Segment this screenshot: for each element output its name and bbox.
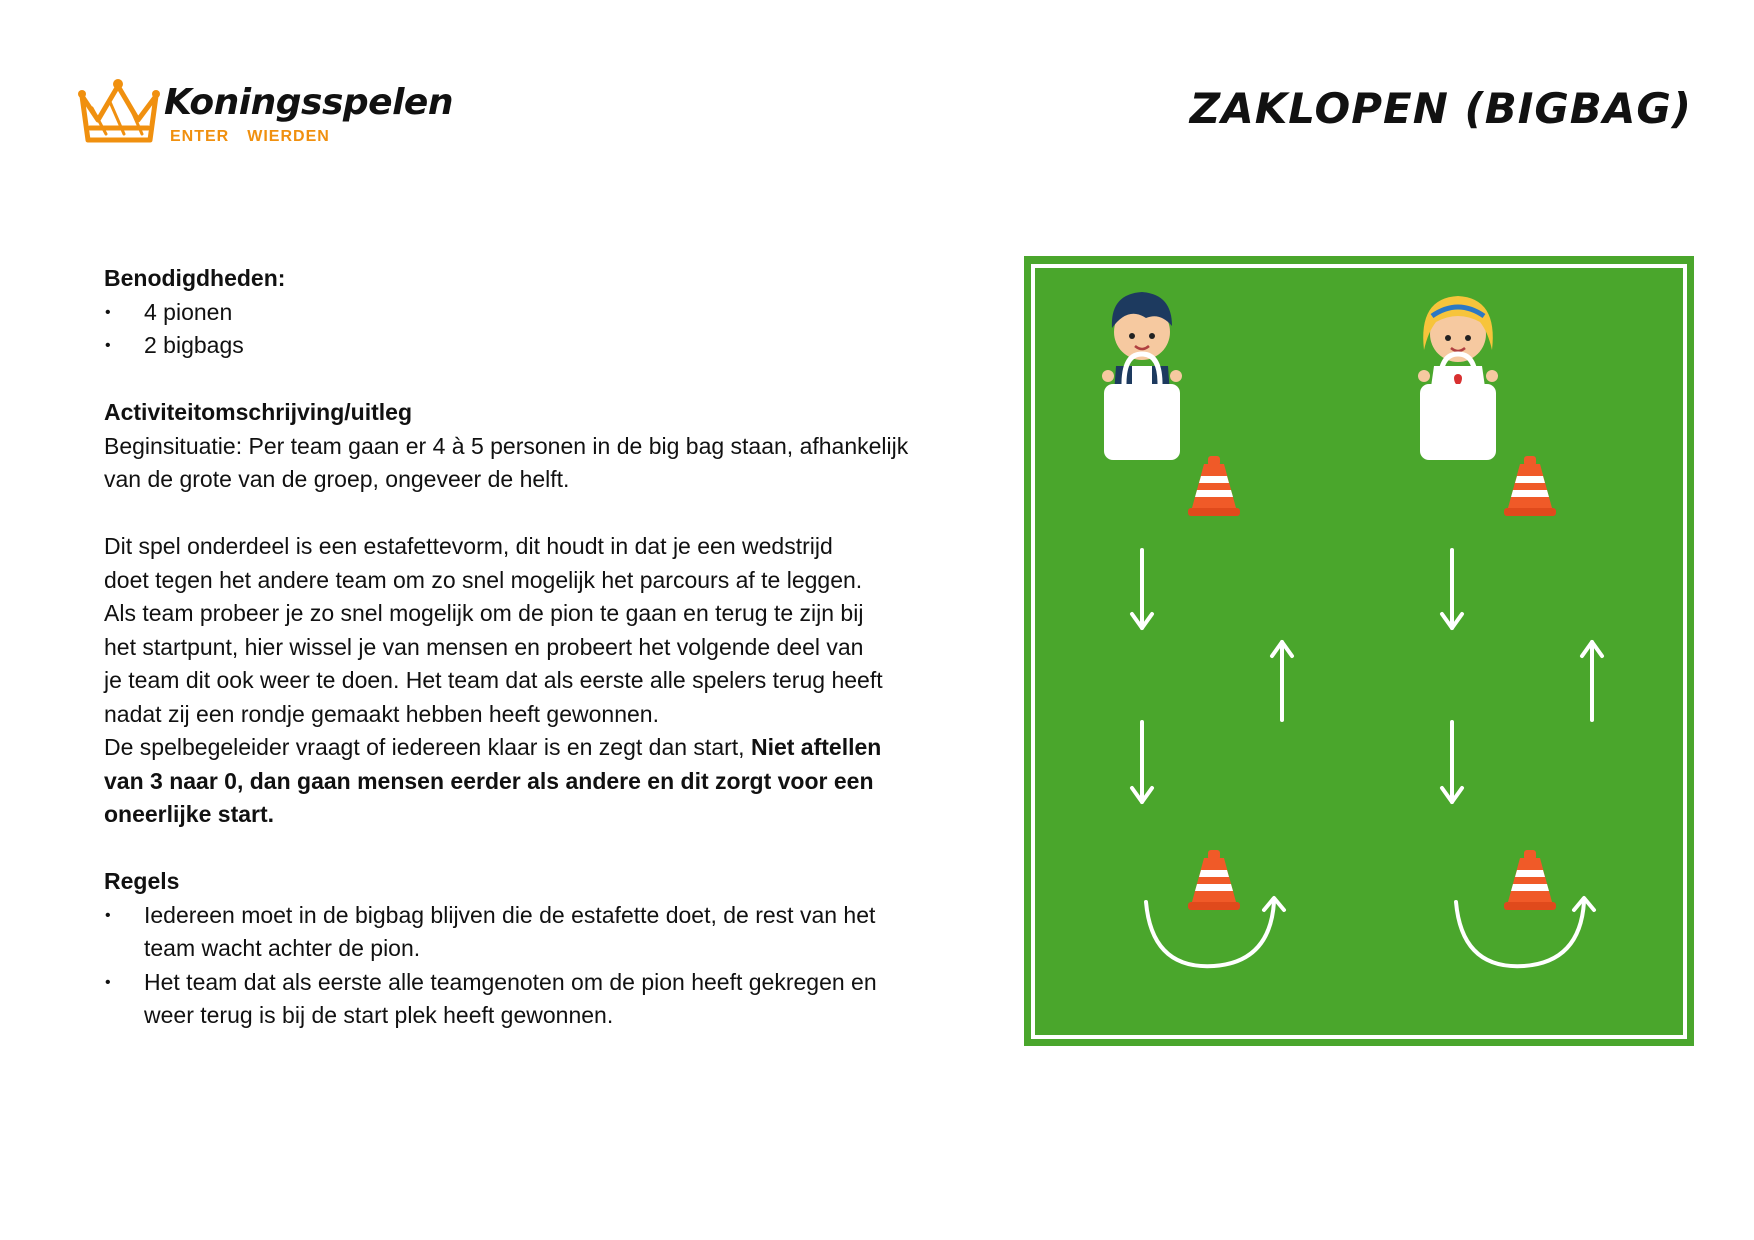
page-title: ZAKLOPEN (BIGBAG) [1189,84,1692,133]
arrow-up-icon [1582,642,1602,720]
cone-icon [1188,850,1240,910]
text-line: je team dit ook weer te doen. Het team dat als eerste alle spelers terug heeft [104,667,883,693]
logo-sub-right: WIERDEN [247,128,330,145]
arrow-down-icon [1442,722,1462,802]
text-line: van de grote van de groep, ongeveer de helft. [104,466,570,492]
text-line: Als team probeer je zo snel mogelijk om de pion te gaan en terug te zijn bij [104,600,864,626]
arrow-up-icon [1272,642,1292,720]
heading-benodigdheden: Benodigdheden: [104,265,286,291]
heading-activiteit: Activiteitomschrijving/uitleg [104,399,412,425]
text-line: Dit spel onderdeel is een estafettevorm, dit houdt in dat je een wedstrijd [104,533,833,559]
text-line: nadat zij een rondje gemaakt hebben heeft gewonnen. [104,700,659,727]
list-item: • 2 bigbags [104,329,934,363]
logo [76,78,453,158]
cone-icon [1504,850,1556,910]
list-item-continuation: weer terug is bij de start plek heeft gewonnen. [144,1002,614,1028]
text-line: het startpunt, hier wissel je van mensen en probeert het volgende deel van [104,633,864,660]
girl-player-icon [1418,296,1498,394]
text-line: Beginsituatie: Per team gaan er 4 à 5 personen in de big bag staan, afhankelijk [104,432,909,459]
list-item: • Iedereen moet in de bigbag blijven die de estafette doet, de rest van het [104,899,934,933]
logo-subtitle [170,128,348,146]
text-normal: De spelbegeleider vraagt of iedereen klaar is en zegt dan start, [104,734,751,760]
text-line [104,731,934,765]
field-svg [1024,256,1694,1046]
arrow-down-icon [1132,550,1152,628]
arrow-down-icon [1442,550,1462,628]
text-line: doet tegen het andere team om zo snel mogelijk het parcours af te leggen. [104,566,863,593]
logo-sub-left: ENTER [170,128,230,145]
list-item-continuation: team wacht achter de pion. [144,935,421,961]
text-bold-line: oneerlijke start. [104,801,275,827]
heading-regels: Regels [104,868,180,894]
boy-player-icon [1102,292,1182,394]
list-item: • 4 pionen [104,296,934,330]
list-item: • Het team dat als eerste alle teamgenoten om de pion heeft gekregen en [104,966,934,1000]
field-diagram [1024,256,1694,1046]
text-bold: Niet aftellen [750,734,882,760]
arrow-down-icon [1132,722,1152,802]
text-bold-line: van 3 naar 0, dan gaan mensen eerder als andere en dit zorgt voor een [104,767,874,794]
logo-name: Koningsspelen [164,82,453,123]
crown-icon [76,78,162,150]
cone-icon [1188,456,1240,516]
description-text [104,262,934,1033]
cone-icon [1504,456,1556,516]
